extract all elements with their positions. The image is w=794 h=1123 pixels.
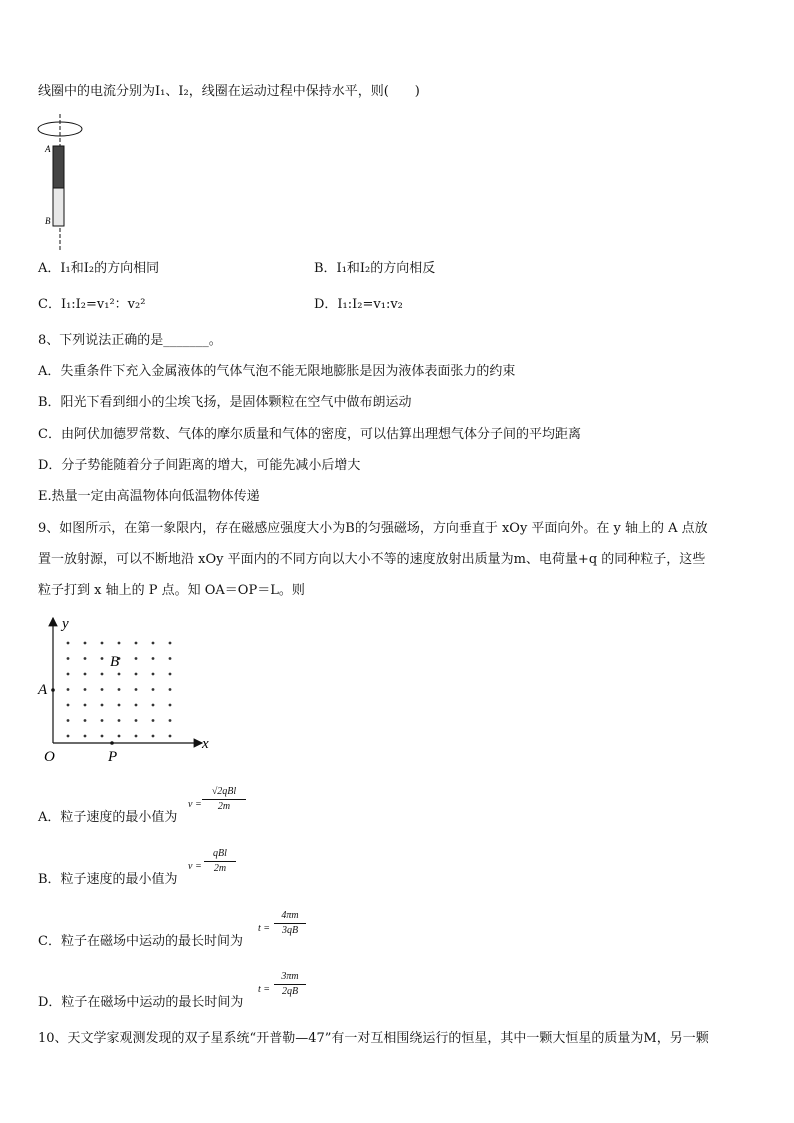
field-dot xyxy=(67,657,70,660)
label-b: B xyxy=(45,216,51,226)
fraction-bar xyxy=(274,923,306,924)
q9-option-a: A．粒子速度的最小值为 xyxy=(38,810,178,825)
field-dot xyxy=(84,642,87,645)
field-dot xyxy=(152,642,155,645)
field-dot xyxy=(101,719,104,722)
formula-numerator: √2qBl xyxy=(211,786,237,797)
q9-option-b-formula xyxy=(188,848,236,875)
field-dot xyxy=(101,735,104,738)
q8-option-e: E.热量一定由高温物体向低温物体传递 xyxy=(38,489,260,504)
point-p-marker xyxy=(110,741,114,745)
q9-stem-line3: 粒子打到 x 轴上的 P 点。知 OA＝OP＝L。则 xyxy=(38,583,305,598)
axis-y-label: y xyxy=(62,616,69,632)
field-dot xyxy=(84,735,87,738)
field-dot xyxy=(135,642,138,645)
field-dot xyxy=(135,688,138,691)
magnet-south xyxy=(53,188,64,226)
field-dot xyxy=(169,735,172,738)
q7-option-b: B．I₁和I₂的方向相反 xyxy=(314,261,436,276)
q7-intro: 线圈中的电流分别为I₁、I₂，线圈在运动过程中保持水平，则( ) xyxy=(38,84,420,99)
field-dot xyxy=(118,704,121,707)
field-dot xyxy=(101,642,104,645)
q9-option-a-formula xyxy=(188,786,246,813)
q8-stem: 8、下列说法正确的是_______。 xyxy=(38,333,222,348)
formula-denominator: 3qB xyxy=(281,925,299,936)
fraction-bar xyxy=(202,799,246,800)
field-dot xyxy=(67,735,70,738)
q7-option-a: A．I₁和I₂的方向相同 xyxy=(38,261,160,276)
field-dot xyxy=(84,688,87,691)
q7-option-c: C．I₁:I₂=v₁²：v₂² xyxy=(38,297,146,312)
point-p-label: P xyxy=(108,749,118,765)
point-a-marker xyxy=(51,688,55,692)
field-dot xyxy=(169,673,172,676)
field-dot xyxy=(152,735,155,738)
field-dot xyxy=(101,657,104,660)
field-b-label: B xyxy=(110,654,120,670)
field-dot xyxy=(152,704,155,707)
field-dot xyxy=(152,673,155,676)
field-dot xyxy=(84,657,87,660)
field-dot xyxy=(118,688,121,691)
q10-stem-line1: 10、天文学家观测发现的双子星系统“开普勒—47”有一对互相围绕运行的恒星，其中一颗大恒星的质量为M，另一颗 xyxy=(38,1031,709,1046)
fraction-bar xyxy=(274,984,306,985)
q7-option-d: D．I₁:I₂=v₁:v₂ xyxy=(314,297,403,312)
field-dot xyxy=(84,719,87,722)
formula-denominator: 2m xyxy=(213,863,227,874)
field-dot xyxy=(169,688,172,691)
q9-stem-line2: 置一放射源，可以不断地沿 xOy 平面内的不同方向以大小不等的速度放射出质量为m、电荷量+q 的同种粒子，这些 xyxy=(38,552,706,567)
formula-numerator: qBl xyxy=(213,848,227,859)
formula-numerator: 4πm xyxy=(281,910,299,921)
q9-option-d-formula xyxy=(258,971,306,998)
field-dot xyxy=(67,673,70,676)
q9-stem-line1: 9、如图所示，在第一象限内，存在磁感应强度大小为B的匀强磁场，方向垂直于 xOy 平面向外。在 y 轴上的 A 点放 xyxy=(38,521,708,536)
field-dot xyxy=(169,657,172,660)
axis-x-label: x xyxy=(202,736,209,752)
q9-figure xyxy=(32,612,232,772)
field-dot xyxy=(135,657,138,660)
field-dot xyxy=(169,704,172,707)
formula-lhs: t = xyxy=(258,923,271,934)
field-dot xyxy=(169,642,172,645)
field-dot xyxy=(152,657,155,660)
field-dot xyxy=(152,688,155,691)
origin-label: O xyxy=(44,749,55,765)
q9-option-d: D．粒子在磁场中运动的最长时间为 xyxy=(38,995,244,1010)
formula-denominator: 2qB xyxy=(281,986,299,997)
field-dot xyxy=(101,673,104,676)
field-dot xyxy=(67,719,70,722)
q8-option-c: C．由阿伏加德罗常数、气体的摩尔质量和气体的密度，可以估算出理想气体分子间的平均距离 xyxy=(38,427,581,442)
field-dot xyxy=(67,688,70,691)
field-dot xyxy=(118,735,121,738)
q8-option-a: A．失重条件下充入金属液体的气体气泡不能无限地膨胀是因为液体表面张力的约束 xyxy=(38,364,516,379)
field-dot xyxy=(67,704,70,707)
formula-numerator: 3πm xyxy=(281,971,299,982)
magnet-north xyxy=(53,146,64,188)
q8-option-d: D．分子势能随着分子间距离的增大，可能先减小后增大 xyxy=(38,458,361,473)
field-dot xyxy=(152,719,155,722)
q7-figure xyxy=(30,112,90,252)
field-dot xyxy=(169,719,172,722)
field-dot xyxy=(67,642,70,645)
formula-lhs: v = xyxy=(188,861,202,872)
field-dot xyxy=(101,688,104,691)
field-dot xyxy=(118,673,121,676)
point-a-label: A xyxy=(38,682,48,698)
q9-option-c-formula xyxy=(258,910,306,937)
field-dot xyxy=(135,704,138,707)
q8-option-b: B．阳光下看到细小的尘埃飞扬，是固体颗粒在空气中做布朗运动 xyxy=(38,395,412,410)
field-dot xyxy=(135,719,138,722)
formula-denominator: 2m xyxy=(217,801,231,812)
label-a: A xyxy=(45,144,51,154)
formula-lhs: t = xyxy=(258,984,271,995)
formula-lhs: v = xyxy=(188,799,202,810)
field-dot xyxy=(135,735,138,738)
field-dot xyxy=(118,719,121,722)
q9-option-c: C．粒子在磁场中运动的最长时间为 xyxy=(38,934,243,949)
field-dot xyxy=(84,673,87,676)
field-dot xyxy=(118,642,121,645)
q9-option-b: B．粒子速度的最小值为 xyxy=(38,872,178,887)
field-dot xyxy=(84,704,87,707)
field-dot xyxy=(101,704,104,707)
field-dot xyxy=(135,673,138,676)
fraction-bar xyxy=(204,861,236,862)
